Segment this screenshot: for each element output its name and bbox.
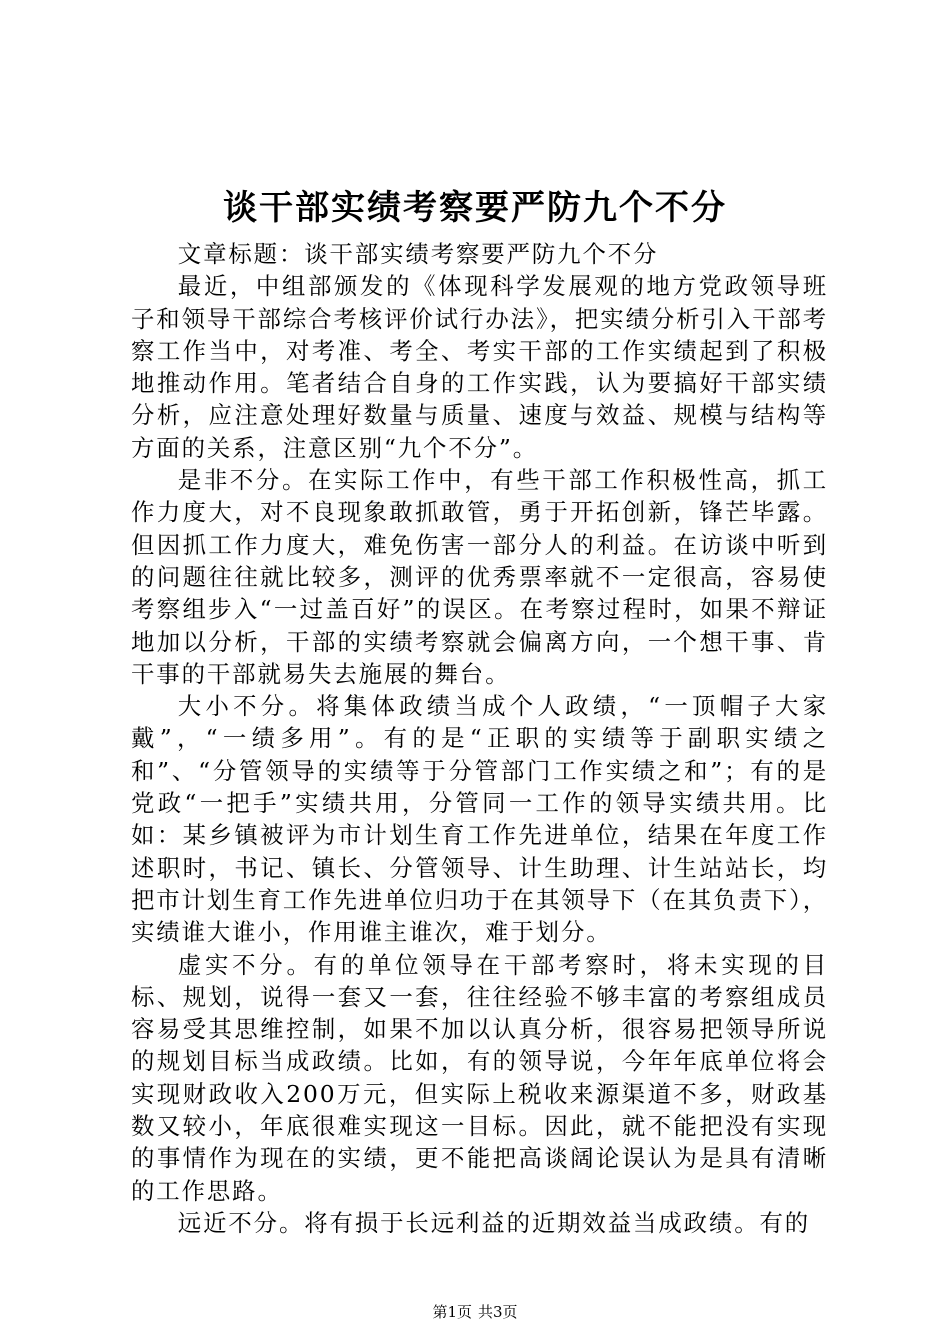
paragraph-article-title: 文章标题：谈干部实绩考察要严防九个不分 [177,240,659,268]
page-total: 共3页 [478,1303,518,1321]
document-title: 谈干部实绩考察要严防九个不分 [223,188,727,228]
paragraph-far-near: 远近不分。将有损于长远利益的近期效益当成政绩。有的 [177,1208,811,1237]
document-body [131,238,828,1239]
paragraph-right-wrong: 是非不分。在实际工作中，有些干部工作积极性高，抓工作力度大，对不良现象敢抓敢管，勇于开拓创新，锋芒毕露。但因抓工作力度大，难免伤害一部分人的利益。在访谈中听到的问题往往就比较多，测评的优秀票率就不一定很高，容易使考察组步入“一过盖百好”的误区。在考察过程时，如果不辩证地加以分析，干部的实绩考察就会偏离方向，一个想干事、肯干事的干部就易失去施展的舞台。 [131,466,828,688]
paragraph-big-small: 大小不分。将集体政绩当成个人政绩，“一顶帽子大家戴”，“一绩多用”。有的是“正职的实绩等于副职实绩之和”、“分管领导的实绩等于分管部门工作实绩之和”；有的是党政“一把手”实绩共用，分管同一工作的领导实绩共用。比如：某乡镇被评为市计划生育工作先进单位，结果在年度工作述职时，书记、镇长、分管领导、计生助理、计生站站长，均把市计划生育工作先进单位归功于在其领导下（在其负责下），实绩谁大谁小，作用谁主谁次，难于划分。 [131,692,828,947]
paragraph-real-virtual: 虚实不分。有的单位领导在干部考察时，将未实现的目标、规划，说得一套又一套，往往经验不够丰富的考察组成员容易受其思维控制，如果不加以认真分析，很容易把领导所说的规划目标当成政绩。比如，有的领导说，今年年底单位将会实现财政收入200万元，但实际上税收来源渠道不多，财政基数又较小，年底很难实现这一目标。因此，就不能把没有实现的事情作为现在的实绩，更不能把高谈阔论误认为是具有清晰的工作思路。 [131,950,828,1205]
page-number: 第1页 [432,1303,472,1321]
paragraph-intro: 最近，中组部颁发的《体现科学发展观的地方党政领导班子和领导干部综合考核评价试行办法》，把实绩分析引入干部考察工作当中，对考准、考全、考实干部的工作实绩起到了积极地推动作用。笔者结合自身的工作实践，认为要搞好干部实绩分析，应注意处理好数量与质量、速度与效益、规模与结构等方面的关系，注意区别“九个不分”。 [131,272,828,462]
page-footer [0,1302,950,1322]
